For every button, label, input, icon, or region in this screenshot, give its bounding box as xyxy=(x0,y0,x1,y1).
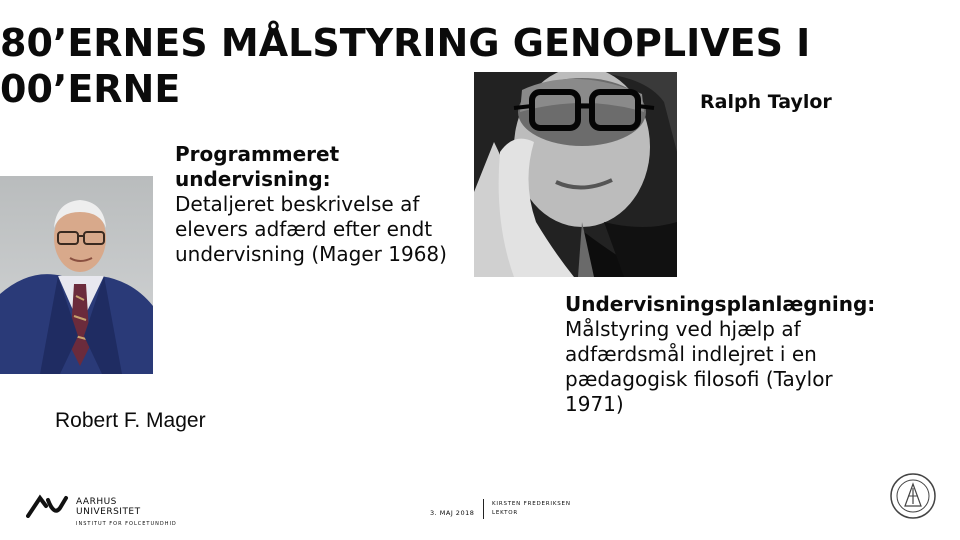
programmed-instruction-text xyxy=(175,142,475,267)
robert-mager-caption: Robert F. Mager xyxy=(55,409,206,432)
programmed-instruction-body: Detaljeret beskrivelse af elevers adfærd efter endt undervisning (Mager 1968) xyxy=(175,192,447,266)
slide-title-line-2: 00’ERNE xyxy=(0,67,181,111)
curriculum-planning-heading: Undervisningsplanlægning: xyxy=(565,292,876,316)
curriculum-planning-text xyxy=(565,292,876,417)
university-line-1: AARHUS xyxy=(76,497,117,507)
robert-mager-photo xyxy=(0,176,153,374)
university-name xyxy=(76,497,177,529)
aarhus-university-logo-icon xyxy=(26,494,70,518)
university-seal-icon xyxy=(889,472,937,520)
slide-title xyxy=(0,20,811,112)
footer-date: 3. MAJ 2018 xyxy=(430,509,475,517)
footer-divider xyxy=(483,499,484,519)
footer-author xyxy=(492,500,571,518)
author-name: KIRSTEN FREDERIKSEN xyxy=(492,501,571,507)
programmed-instruction-heading: Programmeret undervisning: xyxy=(175,142,340,191)
ralph-taylor-photo xyxy=(474,72,677,277)
slide-title-line-1: 80’ERNES MÅLSTYRING GENOPLIVES I xyxy=(0,21,811,65)
university-line-2: UNIVERSITET xyxy=(76,507,141,517)
author-title: LEKTOR xyxy=(492,510,519,516)
institute-name: INSTITUT FOR FOLCETUNDHID xyxy=(76,521,177,527)
curriculum-planning-body: Målstyring ved hjælp af adfærdsmål indlejret i en pædagogisk filosofi (Taylor 1971) xyxy=(565,317,833,416)
ralph-taylor-caption: Ralph Taylor xyxy=(700,91,832,113)
